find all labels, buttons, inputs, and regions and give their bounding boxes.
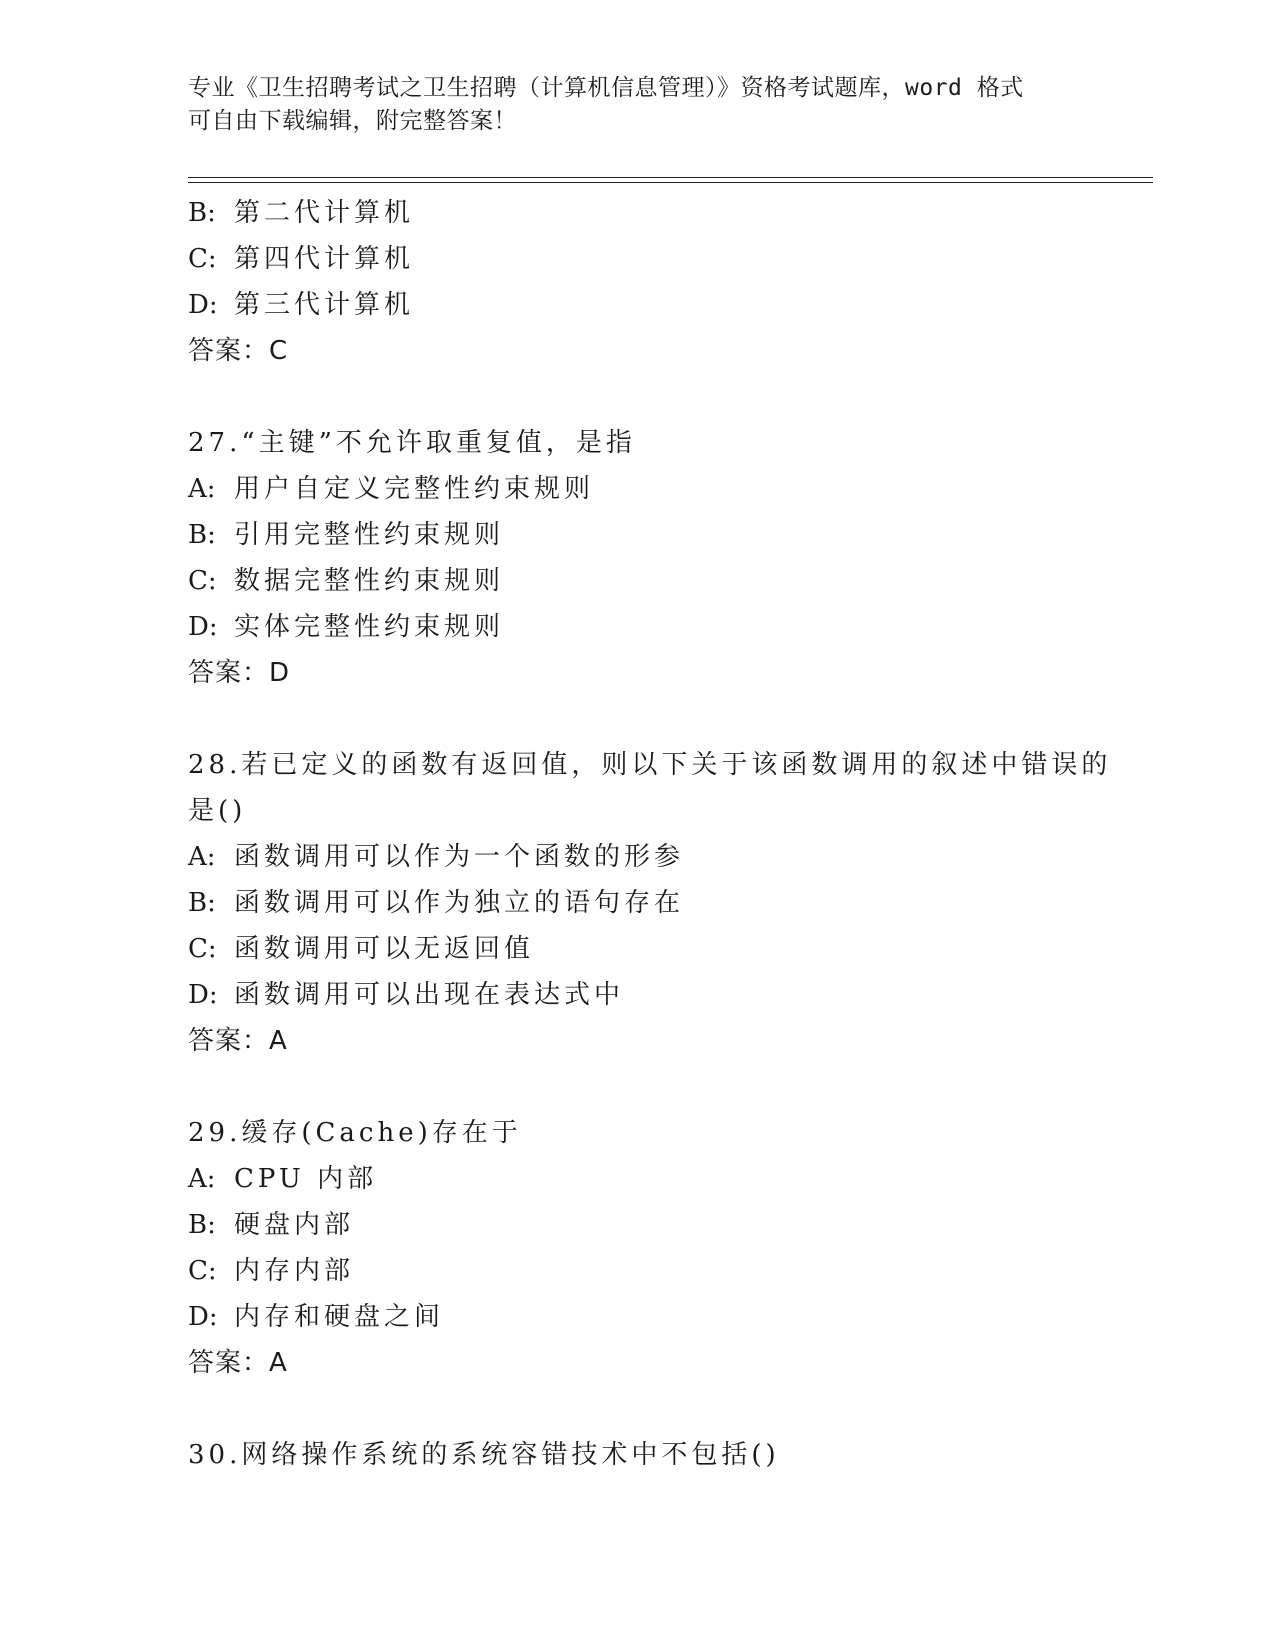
question-text-line-2: 是() [188,796,247,826]
option-d: D: 第三代计算机 [188,290,415,320]
header-line-1: 专业《卫生招聘考试之卫生招聘（计算机信息管理）》资格考试题库，word 格式 [188,75,1024,101]
question-text-line-1: 28.若已定义的函数有返回值，则以下关于该函数调用的叙述中错误的 [188,750,1112,780]
answer: 答案：D [188,658,291,688]
question-28 [188,742,1148,1064]
question-text: 27.“主键”不允许取重复值，是指 [188,428,636,458]
option-d: D: 函数调用可以出现在表达式中 [188,980,625,1010]
option-c: C: 数据完整性约束规则 [188,566,505,596]
answer: 答案：A [188,1026,288,1056]
question-26-tail [188,190,1148,374]
page-header [188,72,1088,138]
header-line-2: 可自由下载编辑，附完整答案！ [188,108,517,134]
option-d: D: 实体完整性约束规则 [188,612,505,642]
option-d: D: 内存和硬盘之间 [188,1302,445,1332]
option-b: B: 第二代计算机 [188,198,415,228]
option-c: C: 函数调用可以无返回值 [188,934,535,964]
question-list [188,190,1148,1478]
option-a: A: CPU 内部 [188,1164,378,1194]
question-text: 29.缓存(Cache)存在于 [188,1118,522,1148]
option-c: C: 内存内部 [188,1256,355,1286]
option-b: B: 引用完整性约束规则 [188,520,505,550]
option-a: A: 用户自定义完整性约束规则 [188,474,595,504]
question-29 [188,1110,1148,1386]
answer: 答案：A [188,1348,288,1378]
option-b: B: 函数调用可以作为独立的语句存在 [188,888,685,918]
option-a: A: 函数调用可以作为一个函数的形参 [188,842,685,872]
question-text: 30.网络操作系统的系统容错技术中不包括() [188,1440,780,1470]
header-rule-bottom [188,182,1153,183]
question-27 [188,420,1148,696]
option-b: B: 硬盘内部 [188,1210,355,1240]
header-rule-top [188,177,1153,178]
option-c: C: 第四代计算机 [188,244,415,274]
answer: 答案：C [188,336,289,366]
question-30 [188,1432,1148,1478]
